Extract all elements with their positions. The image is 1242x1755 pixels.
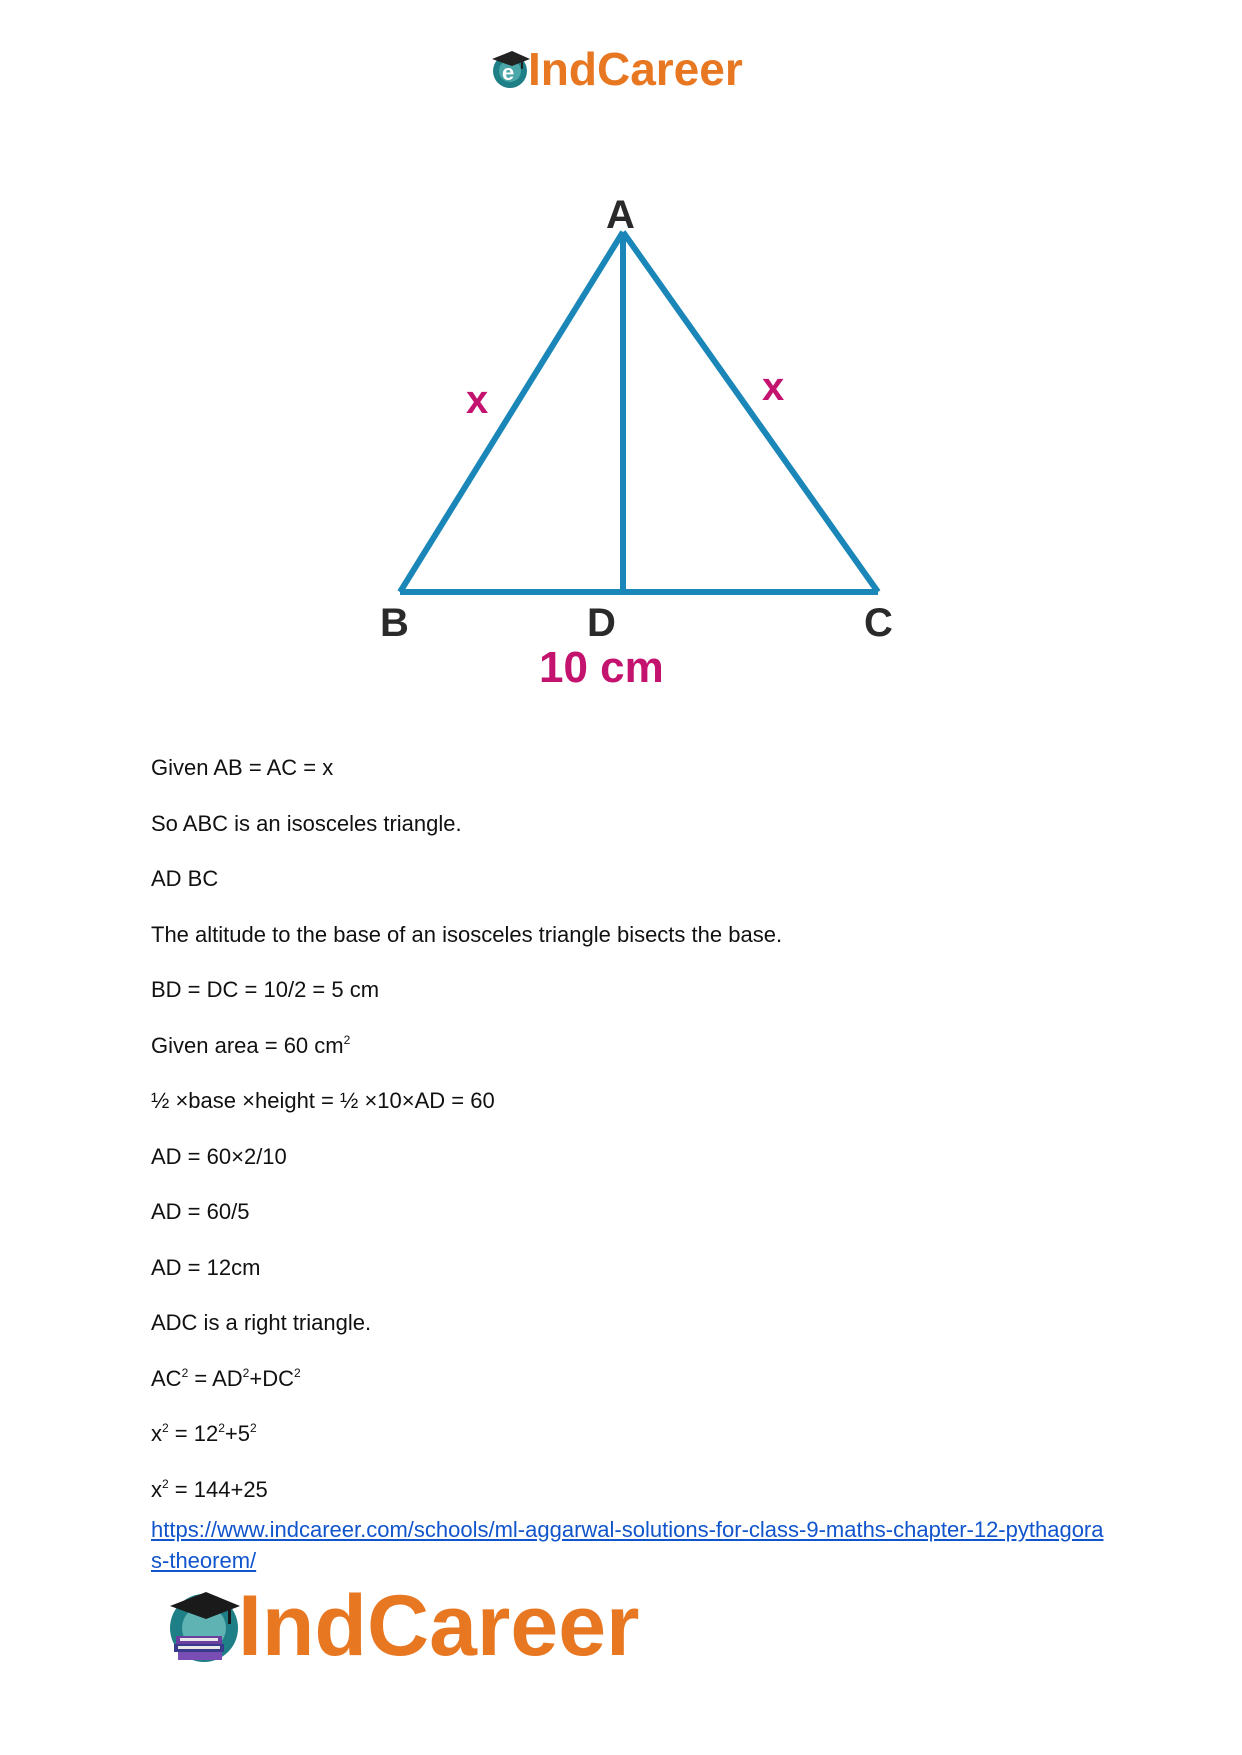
text-line: ADC is a right triangle. bbox=[151, 1310, 372, 1335]
text-line: Given AB = AC = x bbox=[151, 755, 334, 780]
logo-wordmark: IndCareer bbox=[238, 1578, 640, 1674]
equation-substitution: $x^2 = 12^2+5^2$ bbox=[151, 1421, 257, 1446]
text-line: So ABC is an isosceles triangle. bbox=[151, 810, 462, 836]
side-ab bbox=[400, 232, 623, 592]
logo-wordmark: IndCareer bbox=[528, 43, 743, 95]
text-line-area: Given area = 60 $cm^2$ bbox=[151, 1032, 351, 1058]
svg-text:e: e bbox=[502, 60, 515, 85]
text-line: AD = 12cm bbox=[151, 1254, 261, 1280]
vertex-label-a: A bbox=[606, 193, 635, 237]
equation-pythagoras: $AC^2 = AD^2+DC^2$ bbox=[151, 1365, 301, 1391]
text-line: AD = 60×2/10 bbox=[151, 1143, 287, 1169]
text-line: The altitude to the base of an isosceles triangle bisects the base. bbox=[151, 921, 783, 947]
equation-sum: $x^2 = 144+25$ bbox=[151, 1476, 268, 1502]
base-label: 10 cm bbox=[539, 643, 664, 692]
vertex-label-d: D bbox=[587, 601, 616, 645]
text-line: AD = 60/5 bbox=[151, 1199, 250, 1224]
text-line: ½ ×base ×height = ½ ×10×AD = 60 bbox=[151, 1088, 495, 1113]
books-globe-icon bbox=[162, 1584, 246, 1668]
side-label-left: x bbox=[466, 378, 489, 422]
solution-text bbox=[151, 754, 1111, 1531]
triangle-diagram bbox=[0, 0, 1242, 720]
text-line: AD BC bbox=[151, 866, 219, 891]
vertex-label-c: C bbox=[864, 601, 893, 645]
text-line: BD = DC = 10/2 = 5 cm bbox=[151, 977, 380, 1002]
side-ac bbox=[623, 232, 878, 592]
side-label-right: x bbox=[762, 365, 785, 409]
footer-logo[interactable] bbox=[162, 1578, 640, 1674]
source-link[interactable]: https://www.indcareer.com/schools/ml-aggarwal-solutions-for-class-9-maths-chapter-12-pythagoras-theorem/ bbox=[151, 1517, 1104, 1573]
vertex-label-b: B bbox=[380, 601, 409, 645]
